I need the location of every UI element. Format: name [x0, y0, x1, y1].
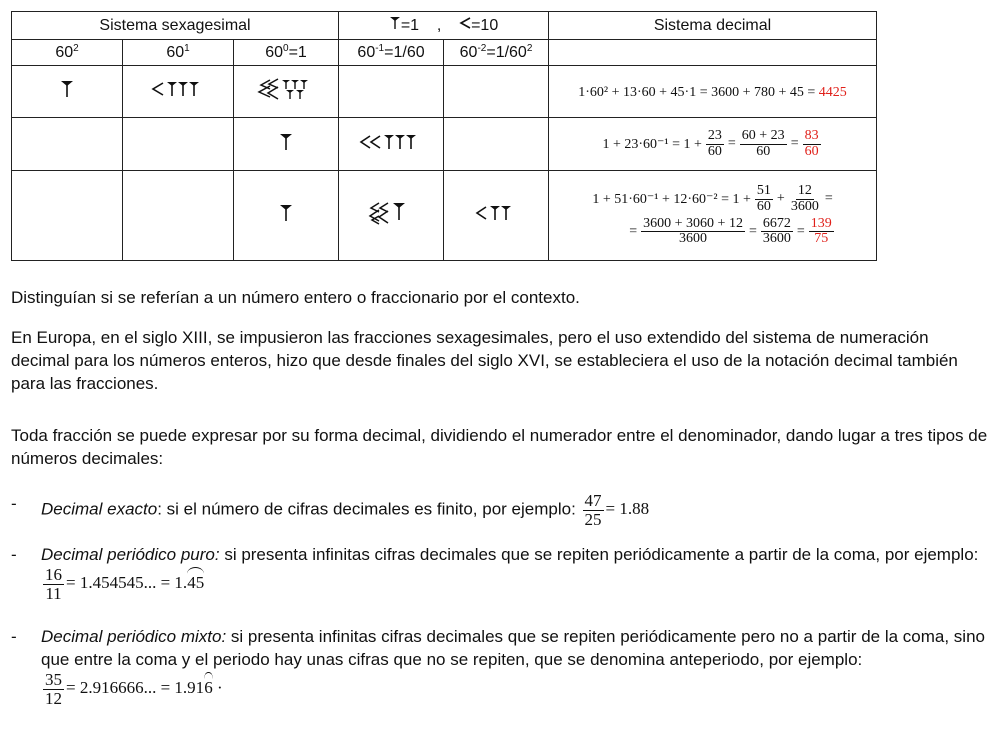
header-decimal-label: Sistema decimal	[653, 16, 772, 34]
header-decimal	[549, 12, 877, 40]
r1-equation: 1·60² + 13·60 + 45·1 = 3600 + 780 + 45 = 4425	[578, 84, 847, 100]
term-decimal-exacto: Decimal exacto	[41, 499, 158, 519]
r2-decimal	[549, 118, 877, 171]
paragraph-europe: En Europa, en el siglo XIII, se impusieron las fracciones sexagesimales, pero el uso extendido del sistema de numeración decimal para los números enteros, hizo que desde finales del siglo XVI, se estableciera el uso de la notación decimal también para las fracciones.	[11, 328, 958, 393]
key-ten-label: =10	[471, 17, 499, 34]
r1-c1	[12, 66, 123, 118]
power-60-2: $60^2$	[12, 40, 123, 66]
r1-c2	[123, 66, 234, 118]
cuneiform-23-icon	[358, 133, 424, 151]
key-separator: ,	[436, 17, 442, 34]
cuneiform-51-icon	[367, 200, 415, 226]
paragraph-decimal-forms: Toda fracción se puede expresar por su forma decimal, dividiendo el numerador entre el denominador, dando lugar a tres tipos de números decimales:	[11, 426, 988, 468]
r1-c4	[339, 66, 444, 118]
r1-c5	[444, 66, 549, 118]
period-arc: 45	[187, 573, 205, 593]
sexagesimal-table	[11, 11, 877, 261]
power-60-1: $60^1$	[123, 40, 234, 66]
r2-result: $\frac{83}{60}$	[804, 127, 819, 159]
header-sexagesimal	[12, 12, 339, 40]
r2-c4	[339, 118, 444, 171]
cuneiform-12-icon	[474, 204, 518, 222]
power-60-minus-1: $60^{-1}=1/60$	[339, 40, 444, 66]
r2-c5	[444, 118, 549, 171]
r3-c2	[123, 171, 234, 261]
bullet-periodico-mixto: - Decimal periódico mixto: si presenta infinitas cifras decimales que se repiten periódicamente pero no a partir de la coma, sino que entre la coma y el periodo hay unas cifras que no se repiten, que se denomina anteperiodo, por ejemplo: $\frac{35}{12}$ = 2.916666... = 1.916 ·	[11, 627, 985, 708]
cuneiform-13-icon	[151, 80, 205, 98]
ten-wedge-icon	[459, 16, 471, 30]
term-periodico-mixto: Decimal periódico mixto:	[41, 627, 227, 646]
power-empty	[549, 40, 877, 66]
header-key	[339, 12, 549, 40]
r3-c1	[12, 171, 123, 261]
r2-equation: 1 + 23·60⁻¹ = 1 + $\frac{23}{60}$ = $\frac{60 + 23}{60}$ = $\frac{83}{60}$	[602, 127, 819, 159]
bullet-decimal-exacto: - Decimal exacto: si el número de cifras decimales es finito, por ejemplo: $\frac{47}{25}$ = 1.88	[11, 491, 650, 529]
r3-decimal	[549, 171, 877, 261]
key-one-label: =1	[400, 17, 420, 34]
power-60-0: $60^0=1$	[234, 40, 339, 66]
power-60-minus-2: $60^{-2}=1/60^2$	[444, 40, 549, 66]
period-arc: 6	[204, 678, 213, 698]
r3-c4	[339, 171, 444, 261]
example-16-11: $\frac{16}{11}$ = 1.454545... = 1.45	[45, 565, 205, 603]
r2-c3	[234, 118, 339, 171]
r3-c5	[444, 171, 549, 261]
r2-c2	[123, 118, 234, 171]
example-35-12: $\frac{35}{12}$ = 2.916666... = 1.916 ·	[45, 670, 223, 708]
example-47-25: $\frac{47}{25}$ = 1.88	[584, 491, 650, 529]
cuneiform-1-icon	[60, 80, 74, 98]
header-sexagesimal-label: Sistema sexagesimal	[99, 16, 251, 34]
r1-decimal	[549, 66, 877, 118]
r3-equation: 1 + 51·60⁻¹ + 12·60⁻² = 1 + $\frac{51}{60}$ + $\frac{12}{3600}$ = = $\frac{3600 + 3060 + 12}{3600}$ = $\frac{6672}{3600}$ = $\frac{139}{75}$	[592, 183, 833, 247]
paragraph-context: Distinguían si se referían a un número entero o fraccionario por el contexto.	[11, 288, 580, 307]
cuneiform-45-icon	[256, 77, 316, 101]
r2-c1	[12, 118, 123, 171]
r1-result: 4425	[818, 84, 847, 100]
r3-result: $\frac{139}{75}$	[810, 215, 832, 247]
r1-c3	[234, 66, 339, 118]
cuneiform-1-icon	[279, 204, 293, 222]
r3-c3	[234, 171, 339, 261]
one-wedge-icon	[389, 16, 401, 30]
bullet-periodico-puro: - Decimal periódico puro: si presenta infinitas cifras decimales que se repiten periódicamente a partir de la coma, por ejemplo: $\frac{16}{11}$ = 1.454545... = 1.45	[11, 545, 979, 603]
cuneiform-1-icon	[279, 133, 293, 151]
term-periodico-puro: Decimal periódico puro:	[41, 545, 220, 564]
